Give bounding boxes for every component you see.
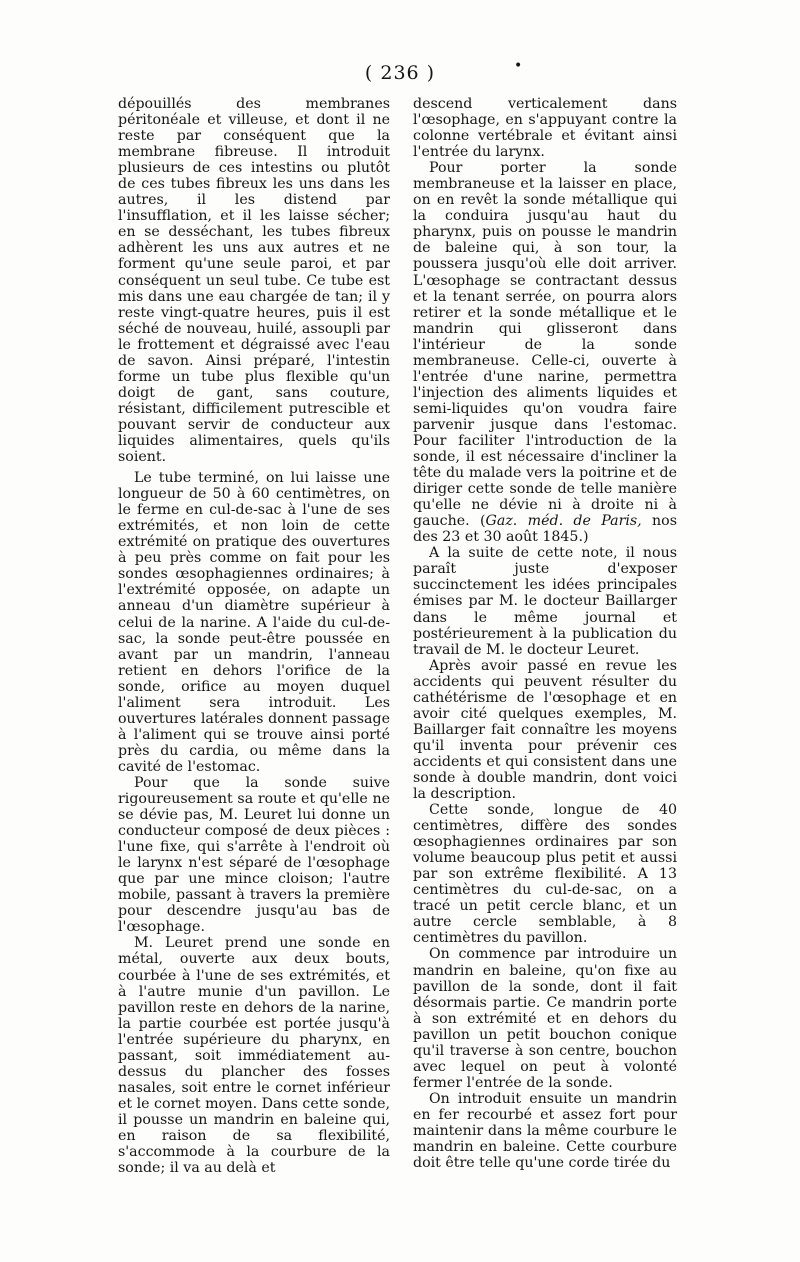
citation: Gaz. méd. de Paris, bbox=[485, 513, 642, 530]
paragraph bbox=[413, 160, 677, 545]
paragraph: dépouillés des membranes péritonéale et villeuse, et dont il ne reste par conséquent que la membrane fibreuse. Il introduit plusieurs de ces intestins ou plutôt de ces tubes fibreux les uns dans les autres, il les distend par l'insufflation, et il les laisse sécher; en se desséchant, les tubes fibreux adhèrent les uns aux autres et ne forment qu'une seule paroi, et par conséquent un seul tube. Ce tube est mis dans une eau chargée de tan; il y reste vingt-quatre heures, puis il est séché de nouveau, huilé, assoupli par le frottement et dégraissé avec l'eau de savon. Ainsi préparé, l'intestin forme un tube plus flexible qu'un doigt de gant, sans couture, résistant, difficilement putrescible et pouvant servir de conducteur aux liquides alimentaires, quels qu'ils soient. bbox=[118, 96, 390, 466]
page-number: ( 236 ) bbox=[364, 62, 436, 84]
page-mark: • bbox=[514, 58, 523, 74]
paragraph-text: Pour porter la sonde membraneuse et la laisser en place, on en revêt la sonde métallique qui la conduira jusqu'au haut du pharynx, puis on pousse le mandrin de baleine qui, à son tour, la poussera jusqu'où elle doit arriver. L'œsophage se contractant dessus et la tenant serrée, on pourra alors retirer et la sonde métallique et le mandrin qui glisseront dans l'intérieur de la sonde membraneuse. Celle-ci, ouverte à l'entrée d'une narine, permettra l'injection des aliments liquides et semi-liquides qu'on voudra faire parvenir jusque dans l'estomac. Pour faciliter l'introduction de la sonde, il est nécessaire d'incliner la tête du malade vers la poitrine et de diriger cette sonde de telle manière qu'elle ne dévie ni à droite ni à gauche. ( bbox=[413, 160, 677, 530]
paragraph: descend verticalement dans l'œsophage, en s'appuyant contre la colonne vertébrale et évitant ainsi l'entrée du larynx. bbox=[413, 96, 677, 161]
citation-date: nos des 23 et 30 août 1845.) bbox=[413, 513, 677, 546]
paragraph: M. Leuret prend une sonde en métal, ouverte aux deux bouts, courbée à l'une de ses extrémités, et à l'autre munie d'un pavillon. Le pavillon reste en dehors de la narine, la partie courbée est portée jusqu'à l'entrée supérieure du pharynx, en passant, soit immédiatement au-dessus du plancher des fosses nasales, soit entre le cornet inférieur et le cornet moyen. Dans cette sonde, il pousse un mandrin en baleine qui, en raison de sa flexibilité, s'accommode à la courbure de la sonde; il va au delà et bbox=[118, 935, 390, 1177]
right-column bbox=[413, 96, 677, 1171]
paragraph: Cette sonde, longue de 40 centimètres, diffère des sondes œsophagiennes ordinaires par son volume beaucoup plus petit et aussi par son extrême flexibilité. A 13 centimètres du cul-de-sac, on a tracé un petit cercle blanc, et un autre cercle semblable, à 8 centimètres du pavillon. bbox=[413, 802, 677, 947]
paragraph: Pour que la sonde suive rigoureusement sa route et qu'elle ne se dévie pas, M. Leuret lui donne un conducteur composé de deux pièces : l'une fixe, qui s'arrête à l'endroit où le larynx n'est séparé de l'œsophage que par une mince cloison; l'autre mobile, passant à travers la première pour descendre jusqu'au bas de l'œsophage. bbox=[118, 774, 390, 936]
paragraph: Après avoir passé en revue les accidents qui peuvent résulter du cathétérisme de l'œsophage et en avoir cité quelques exemples, M. Baillarger fait connaître les moyens qu'il inventa pour prévenir ces accidents et qui consistent dans une sonde à double mandrin, dont voici la description. bbox=[413, 657, 677, 803]
paragraph: On introduit ensuite un mandrin en fer recourbé et assez fort pour maintenir dans la même courbure le mandrin en baleine. Cette courbure doit être telle qu'une corde tirée du bbox=[413, 1090, 677, 1172]
paragraph: A la suite de cette note, il nous paraît juste d'exposer succinctement les idées principales émises par M. le docteur Baillarger dans le même journal et postérieurement à la publication du travail de M. le docteur Leuret. bbox=[413, 545, 677, 658]
paragraph: Le tube terminé, on lui laisse une longueur de 50 à 60 centimètres, on le ferme en cul-de-sac à l'une de ses extrémités, et non loin de cette extrémité on pratique des ouvertures à peu près comme on fait pour les sondes œsophagiennes ordinaires; à l'extrémité opposée, on adapte un anneau d'un diamètre supérieur à celui de la narine. A l'aide du cul-de-sac, la sonde peut-être poussée en avant par un mandrin, l'anneau retient en dehors l'orifice de la sonde, orifice au moyen duquel l'aliment sera introduit. Les ouvertures latérales donnent passage à l'aliment qui se trouve ainsi porté près du cardia, ou même dans la cavité de l'estomac. bbox=[118, 470, 390, 775]
left-column bbox=[118, 96, 390, 1176]
paragraph: On commence par introduire un mandrin en baleine, qu'on fixe au pavillon de la sonde, dont il fait désormais partie. Ce mandrin porte à son extrémité et en dehors du pavillon un petit bouchon conique qu'il traverse à son centre, bouchon avec lequel on peut à volonté fermer l'entrée de la sonde. bbox=[413, 946, 677, 1091]
